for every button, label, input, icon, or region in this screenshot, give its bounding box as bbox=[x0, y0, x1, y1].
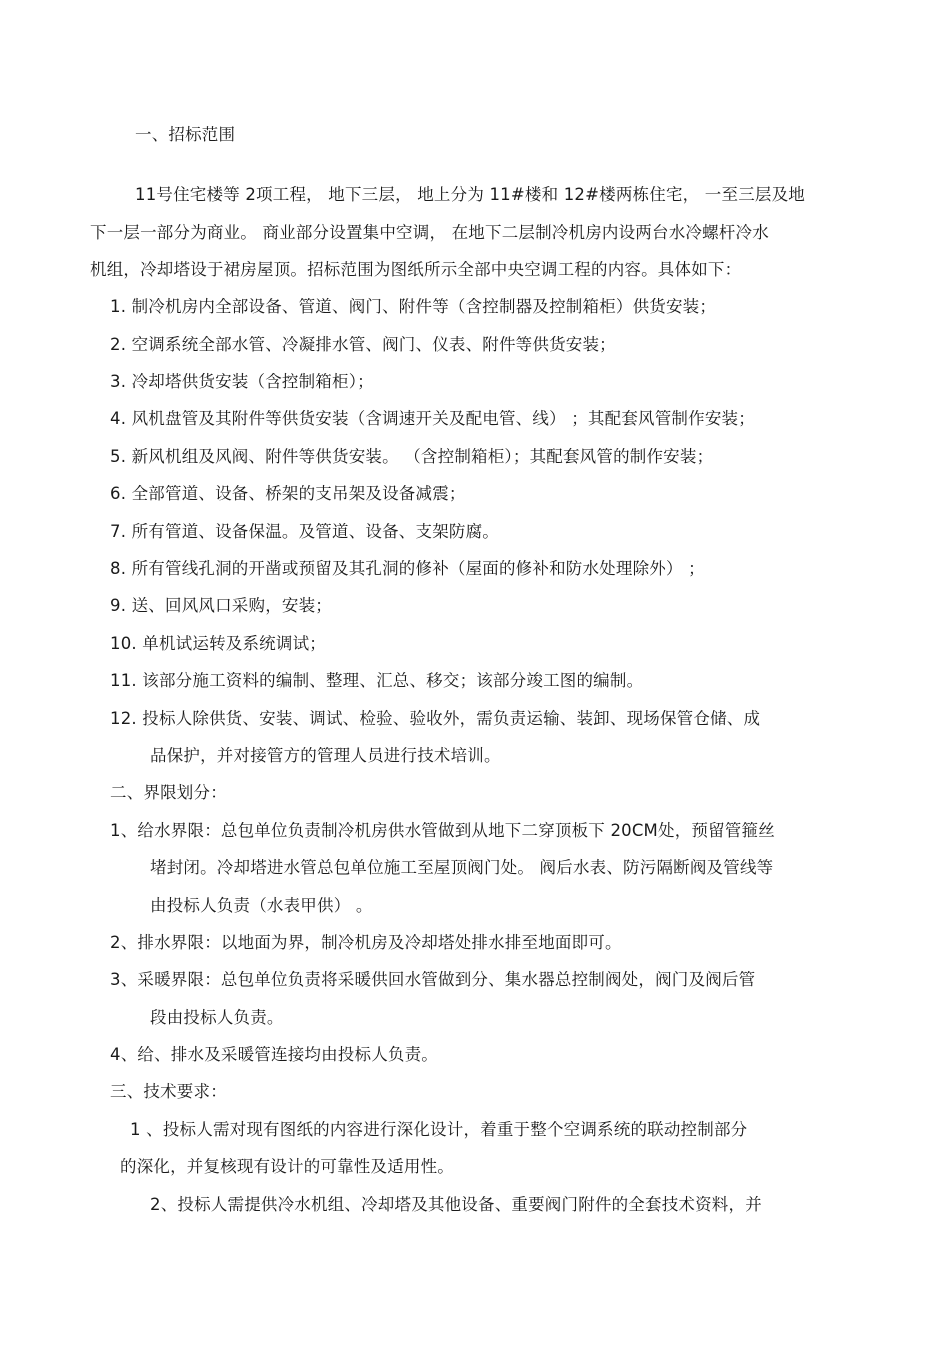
list-item-continuation: 段由投标人负责。 bbox=[150, 1008, 284, 1027]
heading-bid-scope: 一、招标范围 bbox=[135, 125, 236, 144]
list-item: 1 、投标人需对现有图纸的内容进行深化设计，着重于整个空调系统的联动控制部分 bbox=[130, 1120, 748, 1139]
list-item: 4、给、排水及采暖管连接均由投标人负责。 bbox=[110, 1045, 438, 1064]
list-item: 5. 新风机组及风阀、附件等供货安装。 （含控制箱柜）；其配套风管的制作安装； bbox=[110, 447, 714, 466]
list-item: 1. 制冷机房内全部设备、管道、阀门、附件等（含控制器及控制箱柜）供货安装； bbox=[110, 297, 717, 316]
list-item: 8. 所有管线孔洞的开凿或预留及其孔洞的修补（屋面的修补和防水处理除外） ； bbox=[110, 559, 705, 578]
heading-tech-requirements: 三、技术要求： bbox=[110, 1082, 227, 1101]
list-item: 2. 空调系统全部水管、冷凝排水管、阀门、仪表、附件等供货安装； bbox=[110, 335, 616, 354]
heading-boundary: 二、界限划分： bbox=[110, 783, 227, 802]
list-item: 3. 冷却塔供货安装（含控制箱柜）； bbox=[110, 372, 374, 391]
list-item-continuation: 堵封闭。冷却塔进水管总包单位施工至屋顶阀门处。 阀后水表、防污隔断阀及管线等 bbox=[150, 858, 774, 877]
list-item: 11. 该部分施工资料的编制、整理、汇总、移交；该部分竣工图的编制。 bbox=[110, 671, 644, 690]
list-item: 9. 送、回风风口采购，安装； bbox=[110, 596, 332, 615]
list-item: 6. 全部管道、设备、桥架的支吊架及设备减震； bbox=[110, 484, 466, 503]
paragraph-line: 下一层一部分为商业。 商业部分设置集中空调， 在地下二层制冷机房内设两台水冷螺杆冷水 bbox=[90, 223, 769, 242]
list-item-continuation: 品保护，并对接管方的管理人员进行技术培训。 bbox=[150, 746, 501, 765]
list-item: 7. 所有管道、设备保温。及管道、设备、支架防腐。 bbox=[110, 522, 499, 541]
paragraph-line: 机组，冷却塔设于裙房屋顶。招标范围为图纸所示全部中央空调工程的内容。具体如下： bbox=[90, 260, 742, 279]
list-item: 12. 投标人除供货、安装、调试、检验、验收外，需负责运输、装卸、现场保管仓储、成 bbox=[110, 709, 761, 728]
list-item: 4. 风机盘管及其附件等供货安装（含调速开关及配电管、线） ；其配套风管制作安装； bbox=[110, 409, 755, 428]
list-item-continuation: 的深化，并复核现有设计的可靠性及适用性。 bbox=[120, 1157, 454, 1176]
list-item: 1、给水界限：总包单位负责制冷机房供水管做到从地下二穿顶板下 20CM处，预留管箍丝 bbox=[110, 821, 775, 840]
list-item: 2、投标人需提供冷水机组、冷却塔及其他设备、重要阀门附件的全套技术资料，并 bbox=[150, 1195, 762, 1214]
list-item: 10. 单机试运转及系统调试； bbox=[110, 634, 326, 653]
list-item: 2、排水界限：以地面为界，制冷机房及冷却塔处排水排至地面即可。 bbox=[110, 933, 622, 952]
list-item: 3、采暖界限：总包单位负责将采暖供回水管做到分、集水器总控制阀处，阀门及阀后管 bbox=[110, 970, 756, 989]
list-item-continuation: 由投标人负责（水表甲供） 。 bbox=[150, 896, 373, 915]
paragraph-line: 11号住宅楼等 2项工程， 地下三层， 地上分为 11#楼和 12#楼两栋住宅， 一至三层及地 bbox=[135, 185, 806, 204]
